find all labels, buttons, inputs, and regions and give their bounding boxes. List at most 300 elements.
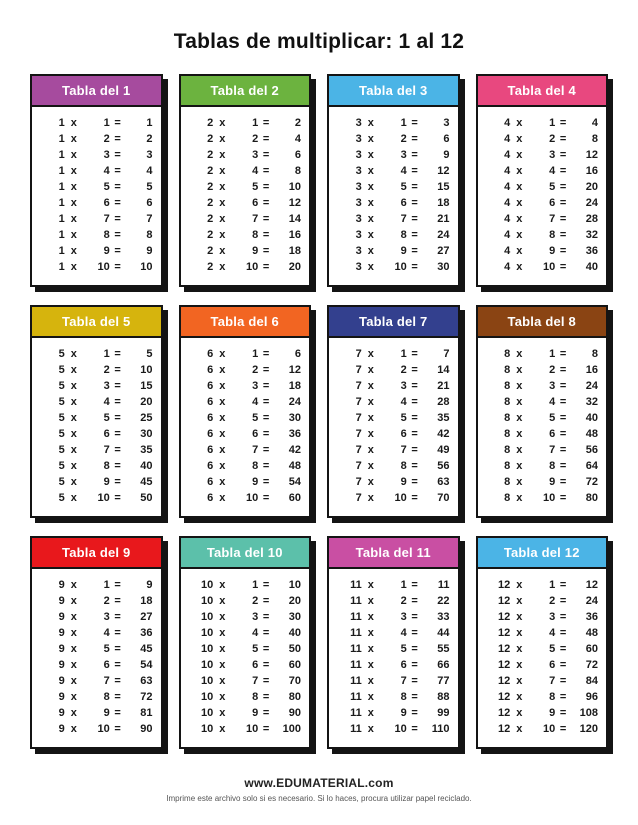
factor-b: 4 bbox=[400, 396, 407, 408]
table-header: Tabla del 11 bbox=[329, 538, 458, 569]
factor-a: 4 bbox=[504, 181, 511, 193]
factor-b: 9 bbox=[103, 245, 110, 257]
times-symbol: x bbox=[70, 460, 77, 472]
card-inner bbox=[30, 305, 163, 518]
table-row bbox=[38, 195, 155, 211]
times-symbol: x bbox=[219, 675, 226, 687]
equals-symbol: = bbox=[262, 117, 270, 129]
product-value: 22 bbox=[437, 595, 450, 607]
equals-symbol: = bbox=[262, 149, 270, 161]
table-row bbox=[335, 641, 452, 657]
factor-b: 8 bbox=[549, 691, 556, 703]
equals-symbol: = bbox=[262, 579, 270, 591]
equals-symbol: = bbox=[559, 428, 567, 440]
equals-symbol: = bbox=[114, 133, 121, 145]
table-body bbox=[329, 338, 458, 516]
times-symbol: x bbox=[70, 627, 77, 639]
factor-b: 3 bbox=[103, 149, 110, 161]
factor-b: 2 bbox=[400, 133, 407, 145]
equals-symbol: = bbox=[411, 492, 418, 504]
equals-symbol: = bbox=[262, 595, 270, 607]
factor-a: 2 bbox=[207, 245, 214, 257]
factor-a: 6 bbox=[207, 460, 214, 472]
product-value: 48 bbox=[585, 428, 598, 440]
factor-a: 1 bbox=[58, 181, 65, 193]
factor-a: 5 bbox=[58, 380, 65, 392]
product-value: 10 bbox=[140, 364, 153, 376]
factor-a: 12 bbox=[498, 691, 511, 703]
product-value: 2 bbox=[146, 133, 153, 145]
product-value: 20 bbox=[288, 595, 301, 607]
table-row bbox=[187, 211, 304, 227]
equals-symbol: = bbox=[411, 117, 418, 129]
factor-b: 8 bbox=[103, 229, 110, 241]
table-row bbox=[335, 259, 452, 275]
product-value: 24 bbox=[288, 396, 301, 408]
equals-symbol: = bbox=[559, 579, 567, 591]
equals-symbol: = bbox=[114, 707, 121, 719]
times-symbol: x bbox=[516, 627, 523, 639]
factor-b: 7 bbox=[252, 444, 259, 456]
table-row bbox=[187, 259, 304, 275]
product-value: 80 bbox=[585, 492, 598, 504]
equals-symbol: = bbox=[114, 117, 121, 129]
multiplication-table-card bbox=[476, 74, 609, 287]
table-body bbox=[32, 569, 161, 747]
product-value: 50 bbox=[288, 643, 301, 655]
equals-symbol: = bbox=[114, 380, 121, 392]
table-row bbox=[187, 163, 304, 179]
product-value: 11 bbox=[437, 579, 450, 591]
times-symbol: x bbox=[219, 444, 226, 456]
equals-symbol: = bbox=[559, 364, 567, 376]
product-value: 10 bbox=[140, 261, 153, 273]
factor-a: 9 bbox=[58, 659, 65, 671]
factor-b: 2 bbox=[400, 364, 407, 376]
factor-a: 8 bbox=[504, 364, 511, 376]
table-row bbox=[187, 593, 304, 609]
factor-a: 1 bbox=[58, 117, 65, 129]
table-row bbox=[38, 689, 155, 705]
factor-b: 4 bbox=[103, 627, 110, 639]
times-symbol: x bbox=[367, 245, 374, 257]
factor-a: 3 bbox=[355, 197, 362, 209]
product-value: 2 bbox=[294, 117, 301, 129]
times-symbol: x bbox=[219, 691, 226, 703]
times-symbol: x bbox=[516, 611, 523, 623]
product-value: 42 bbox=[437, 428, 450, 440]
times-symbol: x bbox=[70, 611, 77, 623]
product-value: 48 bbox=[288, 460, 301, 472]
factor-a: 1 bbox=[58, 149, 65, 161]
factor-a: 3 bbox=[355, 133, 362, 145]
factor-b: 2 bbox=[252, 364, 259, 376]
card-inner bbox=[30, 74, 163, 287]
factor-b: 1 bbox=[103, 117, 110, 129]
factor-b: 3 bbox=[103, 380, 110, 392]
card-inner bbox=[476, 536, 609, 749]
factor-a: 1 bbox=[58, 245, 65, 257]
table-row bbox=[38, 705, 155, 721]
times-symbol: x bbox=[367, 117, 374, 129]
table-row bbox=[335, 394, 452, 410]
table-row bbox=[484, 147, 601, 163]
factor-b: 5 bbox=[103, 643, 110, 655]
factor-b: 6 bbox=[549, 428, 556, 440]
multiplication-table-card bbox=[30, 305, 163, 518]
equals-symbol: = bbox=[114, 675, 121, 687]
times-symbol: x bbox=[516, 412, 523, 424]
times-symbol: x bbox=[367, 364, 374, 376]
factor-a: 12 bbox=[498, 643, 511, 655]
times-symbol: x bbox=[70, 723, 77, 735]
times-symbol: x bbox=[367, 261, 374, 273]
product-value: 24 bbox=[585, 197, 598, 209]
factor-b: 6 bbox=[103, 428, 110, 440]
factor-b: 10 bbox=[394, 261, 407, 273]
multiplication-table-card bbox=[327, 536, 460, 749]
factor-b: 4 bbox=[400, 627, 407, 639]
table-row bbox=[38, 131, 155, 147]
table-body bbox=[478, 107, 607, 285]
table-row bbox=[38, 721, 155, 737]
factor-b: 1 bbox=[252, 348, 259, 360]
table-body bbox=[329, 569, 458, 747]
equals-symbol: = bbox=[411, 396, 418, 408]
factor-a: 5 bbox=[58, 476, 65, 488]
times-symbol: x bbox=[70, 348, 77, 360]
factor-b: 2 bbox=[252, 595, 259, 607]
equals-symbol: = bbox=[559, 213, 567, 225]
factor-a: 7 bbox=[355, 460, 362, 472]
factor-b: 5 bbox=[549, 412, 556, 424]
factor-a: 3 bbox=[355, 229, 362, 241]
factor-a: 6 bbox=[207, 492, 214, 504]
table-body bbox=[32, 338, 161, 516]
times-symbol: x bbox=[367, 691, 374, 703]
times-symbol: x bbox=[516, 476, 523, 488]
factor-a: 3 bbox=[355, 181, 362, 193]
equals-symbol: = bbox=[114, 412, 121, 424]
product-value: 45 bbox=[140, 643, 153, 655]
tables-grid bbox=[30, 74, 608, 749]
table-row bbox=[335, 362, 452, 378]
table-row bbox=[484, 705, 601, 721]
factor-a: 2 bbox=[207, 133, 214, 145]
table-row bbox=[38, 147, 155, 163]
times-symbol: x bbox=[219, 133, 226, 145]
factor-b: 3 bbox=[103, 611, 110, 623]
times-symbol: x bbox=[516, 197, 523, 209]
factor-a: 6 bbox=[207, 428, 214, 440]
table-row bbox=[38, 673, 155, 689]
product-value: 72 bbox=[585, 659, 598, 671]
table-row bbox=[484, 179, 601, 195]
product-value: 42 bbox=[288, 444, 301, 456]
equals-symbol: = bbox=[114, 245, 121, 257]
table-row bbox=[484, 346, 601, 362]
table-row bbox=[38, 641, 155, 657]
factor-b: 5 bbox=[400, 412, 407, 424]
factor-a: 4 bbox=[504, 245, 511, 257]
factor-a: 6 bbox=[207, 348, 214, 360]
factor-a: 10 bbox=[201, 723, 214, 735]
times-symbol: x bbox=[219, 245, 226, 257]
equals-symbol: = bbox=[411, 149, 418, 161]
product-value: 21 bbox=[437, 380, 450, 392]
factor-a: 7 bbox=[355, 492, 362, 504]
table-row bbox=[187, 362, 304, 378]
times-symbol: x bbox=[219, 380, 226, 392]
times-symbol: x bbox=[367, 396, 374, 408]
times-symbol: x bbox=[516, 579, 523, 591]
factor-a: 3 bbox=[355, 213, 362, 225]
factor-b: 8 bbox=[549, 229, 556, 241]
equals-symbol: = bbox=[262, 492, 270, 504]
table-row bbox=[484, 426, 601, 442]
equals-symbol: = bbox=[114, 229, 121, 241]
factor-a: 7 bbox=[355, 396, 362, 408]
times-symbol: x bbox=[70, 492, 77, 504]
product-value: 18 bbox=[288, 245, 301, 257]
times-symbol: x bbox=[70, 165, 77, 177]
factor-b: 8 bbox=[252, 691, 259, 703]
equals-symbol: = bbox=[262, 213, 270, 225]
equals-symbol: = bbox=[411, 428, 418, 440]
factor-b: 5 bbox=[252, 412, 259, 424]
factor-a: 8 bbox=[504, 492, 511, 504]
product-value: 110 bbox=[431, 723, 450, 735]
factor-a: 12 bbox=[498, 707, 511, 719]
factor-b: 3 bbox=[252, 380, 259, 392]
product-value: 16 bbox=[288, 229, 301, 241]
factor-a: 9 bbox=[58, 707, 65, 719]
factor-b: 8 bbox=[252, 229, 259, 241]
factor-a: 2 bbox=[207, 229, 214, 241]
table-header: Tabla del 5 bbox=[32, 307, 161, 338]
times-symbol: x bbox=[70, 428, 77, 440]
equals-symbol: = bbox=[262, 476, 270, 488]
table-row bbox=[335, 211, 452, 227]
equals-symbol: = bbox=[559, 460, 567, 472]
table-row bbox=[187, 721, 304, 737]
times-symbol: x bbox=[70, 412, 77, 424]
times-symbol: x bbox=[70, 643, 77, 655]
factor-a: 8 bbox=[504, 396, 511, 408]
factor-a: 1 bbox=[58, 165, 65, 177]
table-row bbox=[484, 721, 601, 737]
product-value: 18 bbox=[437, 197, 450, 209]
product-value: 4 bbox=[591, 117, 598, 129]
equals-symbol: = bbox=[411, 380, 418, 392]
table-row bbox=[38, 243, 155, 259]
product-value: 60 bbox=[585, 643, 598, 655]
product-value: 16 bbox=[585, 364, 598, 376]
table-row bbox=[187, 195, 304, 211]
times-symbol: x bbox=[516, 396, 523, 408]
factor-a: 11 bbox=[350, 675, 362, 687]
times-symbol: x bbox=[367, 197, 374, 209]
product-value: 36 bbox=[585, 245, 598, 257]
factor-a: 1 bbox=[58, 133, 65, 145]
product-value: 55 bbox=[437, 643, 450, 655]
table-body bbox=[478, 338, 607, 516]
product-value: 5 bbox=[146, 181, 153, 193]
table-row bbox=[187, 346, 304, 362]
factor-a: 5 bbox=[58, 364, 65, 376]
factor-a: 12 bbox=[498, 627, 511, 639]
factor-b: 8 bbox=[400, 229, 407, 241]
product-value: 12 bbox=[437, 165, 450, 177]
table-row bbox=[484, 131, 601, 147]
factor-a: 9 bbox=[58, 579, 65, 591]
multiplication-table-card bbox=[179, 536, 312, 749]
product-value: 120 bbox=[579, 723, 598, 735]
equals-symbol: = bbox=[114, 213, 121, 225]
product-value: 77 bbox=[437, 675, 450, 687]
equals-symbol: = bbox=[114, 165, 121, 177]
product-value: 40 bbox=[585, 261, 598, 273]
table-row bbox=[335, 474, 452, 490]
equals-symbol: = bbox=[411, 707, 418, 719]
times-symbol: x bbox=[70, 579, 77, 591]
product-value: 84 bbox=[585, 675, 598, 687]
table-row bbox=[187, 394, 304, 410]
product-value: 1 bbox=[146, 117, 153, 129]
factor-a: 4 bbox=[504, 213, 511, 225]
factor-b: 3 bbox=[549, 380, 556, 392]
factor-b: 6 bbox=[103, 197, 110, 209]
factor-b: 9 bbox=[103, 476, 110, 488]
times-symbol: x bbox=[516, 181, 523, 193]
table-header: Tabla del 6 bbox=[181, 307, 310, 338]
factor-a: 7 bbox=[355, 348, 362, 360]
equals-symbol: = bbox=[411, 229, 418, 241]
factor-b: 7 bbox=[103, 444, 110, 456]
product-value: 72 bbox=[140, 691, 153, 703]
table-row bbox=[38, 346, 155, 362]
factor-b: 9 bbox=[103, 707, 110, 719]
factor-b: 10 bbox=[246, 492, 259, 504]
product-value: 15 bbox=[437, 181, 450, 193]
equals-symbol: = bbox=[262, 611, 270, 623]
factor-a: 10 bbox=[201, 595, 214, 607]
times-symbol: x bbox=[516, 444, 523, 456]
factor-a: 9 bbox=[58, 691, 65, 703]
product-value: 32 bbox=[585, 396, 598, 408]
factor-a: 6 bbox=[207, 412, 214, 424]
factor-a: 4 bbox=[504, 197, 511, 209]
factor-b: 3 bbox=[549, 149, 556, 161]
product-value: 60 bbox=[288, 492, 301, 504]
equals-symbol: = bbox=[411, 723, 418, 735]
times-symbol: x bbox=[367, 380, 374, 392]
factor-b: 10 bbox=[543, 492, 556, 504]
product-value: 40 bbox=[585, 412, 598, 424]
factor-b: 5 bbox=[103, 412, 110, 424]
product-value: 33 bbox=[437, 611, 450, 623]
product-value: 49 bbox=[437, 444, 450, 456]
product-value: 7 bbox=[443, 348, 450, 360]
factor-b: 7 bbox=[549, 444, 556, 456]
equals-symbol: = bbox=[114, 579, 121, 591]
table-body bbox=[32, 107, 161, 285]
equals-symbol: = bbox=[559, 476, 567, 488]
times-symbol: x bbox=[219, 428, 226, 440]
multiplication-table-card bbox=[327, 74, 460, 287]
factor-b: 6 bbox=[103, 659, 110, 671]
factor-a: 11 bbox=[350, 579, 362, 591]
product-value: 10 bbox=[288, 181, 301, 193]
table-header: Tabla del 8 bbox=[478, 307, 607, 338]
times-symbol: x bbox=[70, 396, 77, 408]
factor-b: 8 bbox=[103, 460, 110, 472]
factor-b: 1 bbox=[549, 579, 556, 591]
table-row bbox=[38, 458, 155, 474]
table-row bbox=[335, 689, 452, 705]
factor-b: 6 bbox=[400, 197, 407, 209]
equals-symbol: = bbox=[262, 723, 270, 735]
product-value: 12 bbox=[288, 364, 301, 376]
product-value: 15 bbox=[140, 380, 153, 392]
equals-symbol: = bbox=[411, 444, 418, 456]
table-header: Tabla del 12 bbox=[478, 538, 607, 569]
table-row bbox=[484, 593, 601, 609]
factor-b: 9 bbox=[252, 707, 259, 719]
table-header: Tabla del 4 bbox=[478, 76, 607, 107]
product-value: 6 bbox=[294, 348, 301, 360]
equals-symbol: = bbox=[262, 380, 270, 392]
equals-symbol: = bbox=[262, 428, 270, 440]
product-value: 88 bbox=[437, 691, 450, 703]
table-body bbox=[478, 569, 607, 747]
multiplication-table-card bbox=[476, 536, 609, 749]
equals-symbol: = bbox=[411, 659, 418, 671]
factor-a: 10 bbox=[201, 643, 214, 655]
product-value: 8 bbox=[146, 229, 153, 241]
factor-a: 2 bbox=[207, 197, 214, 209]
times-symbol: x bbox=[516, 229, 523, 241]
factor-a: 5 bbox=[58, 412, 65, 424]
times-symbol: x bbox=[367, 707, 374, 719]
factor-b: 4 bbox=[103, 396, 110, 408]
table-row bbox=[38, 410, 155, 426]
equals-symbol: = bbox=[411, 364, 418, 376]
table-row bbox=[38, 378, 155, 394]
product-value: 60 bbox=[288, 659, 301, 671]
equals-symbol: = bbox=[559, 133, 567, 145]
factor-a: 12 bbox=[498, 659, 511, 671]
times-symbol: x bbox=[516, 675, 523, 687]
table-row bbox=[187, 426, 304, 442]
factor-b: 10 bbox=[97, 261, 110, 273]
equals-symbol: = bbox=[559, 492, 567, 504]
equals-symbol: = bbox=[411, 460, 418, 472]
table-row bbox=[38, 474, 155, 490]
times-symbol: x bbox=[367, 611, 374, 623]
factor-b: 6 bbox=[252, 428, 259, 440]
times-symbol: x bbox=[70, 117, 77, 129]
times-symbol: x bbox=[367, 595, 374, 607]
table-row bbox=[335, 577, 452, 593]
times-symbol: x bbox=[516, 723, 523, 735]
factor-a: 9 bbox=[58, 627, 65, 639]
equals-symbol: = bbox=[262, 364, 270, 376]
table-body bbox=[329, 107, 458, 285]
table-row bbox=[187, 458, 304, 474]
factor-b: 9 bbox=[549, 707, 556, 719]
table-row bbox=[335, 609, 452, 625]
